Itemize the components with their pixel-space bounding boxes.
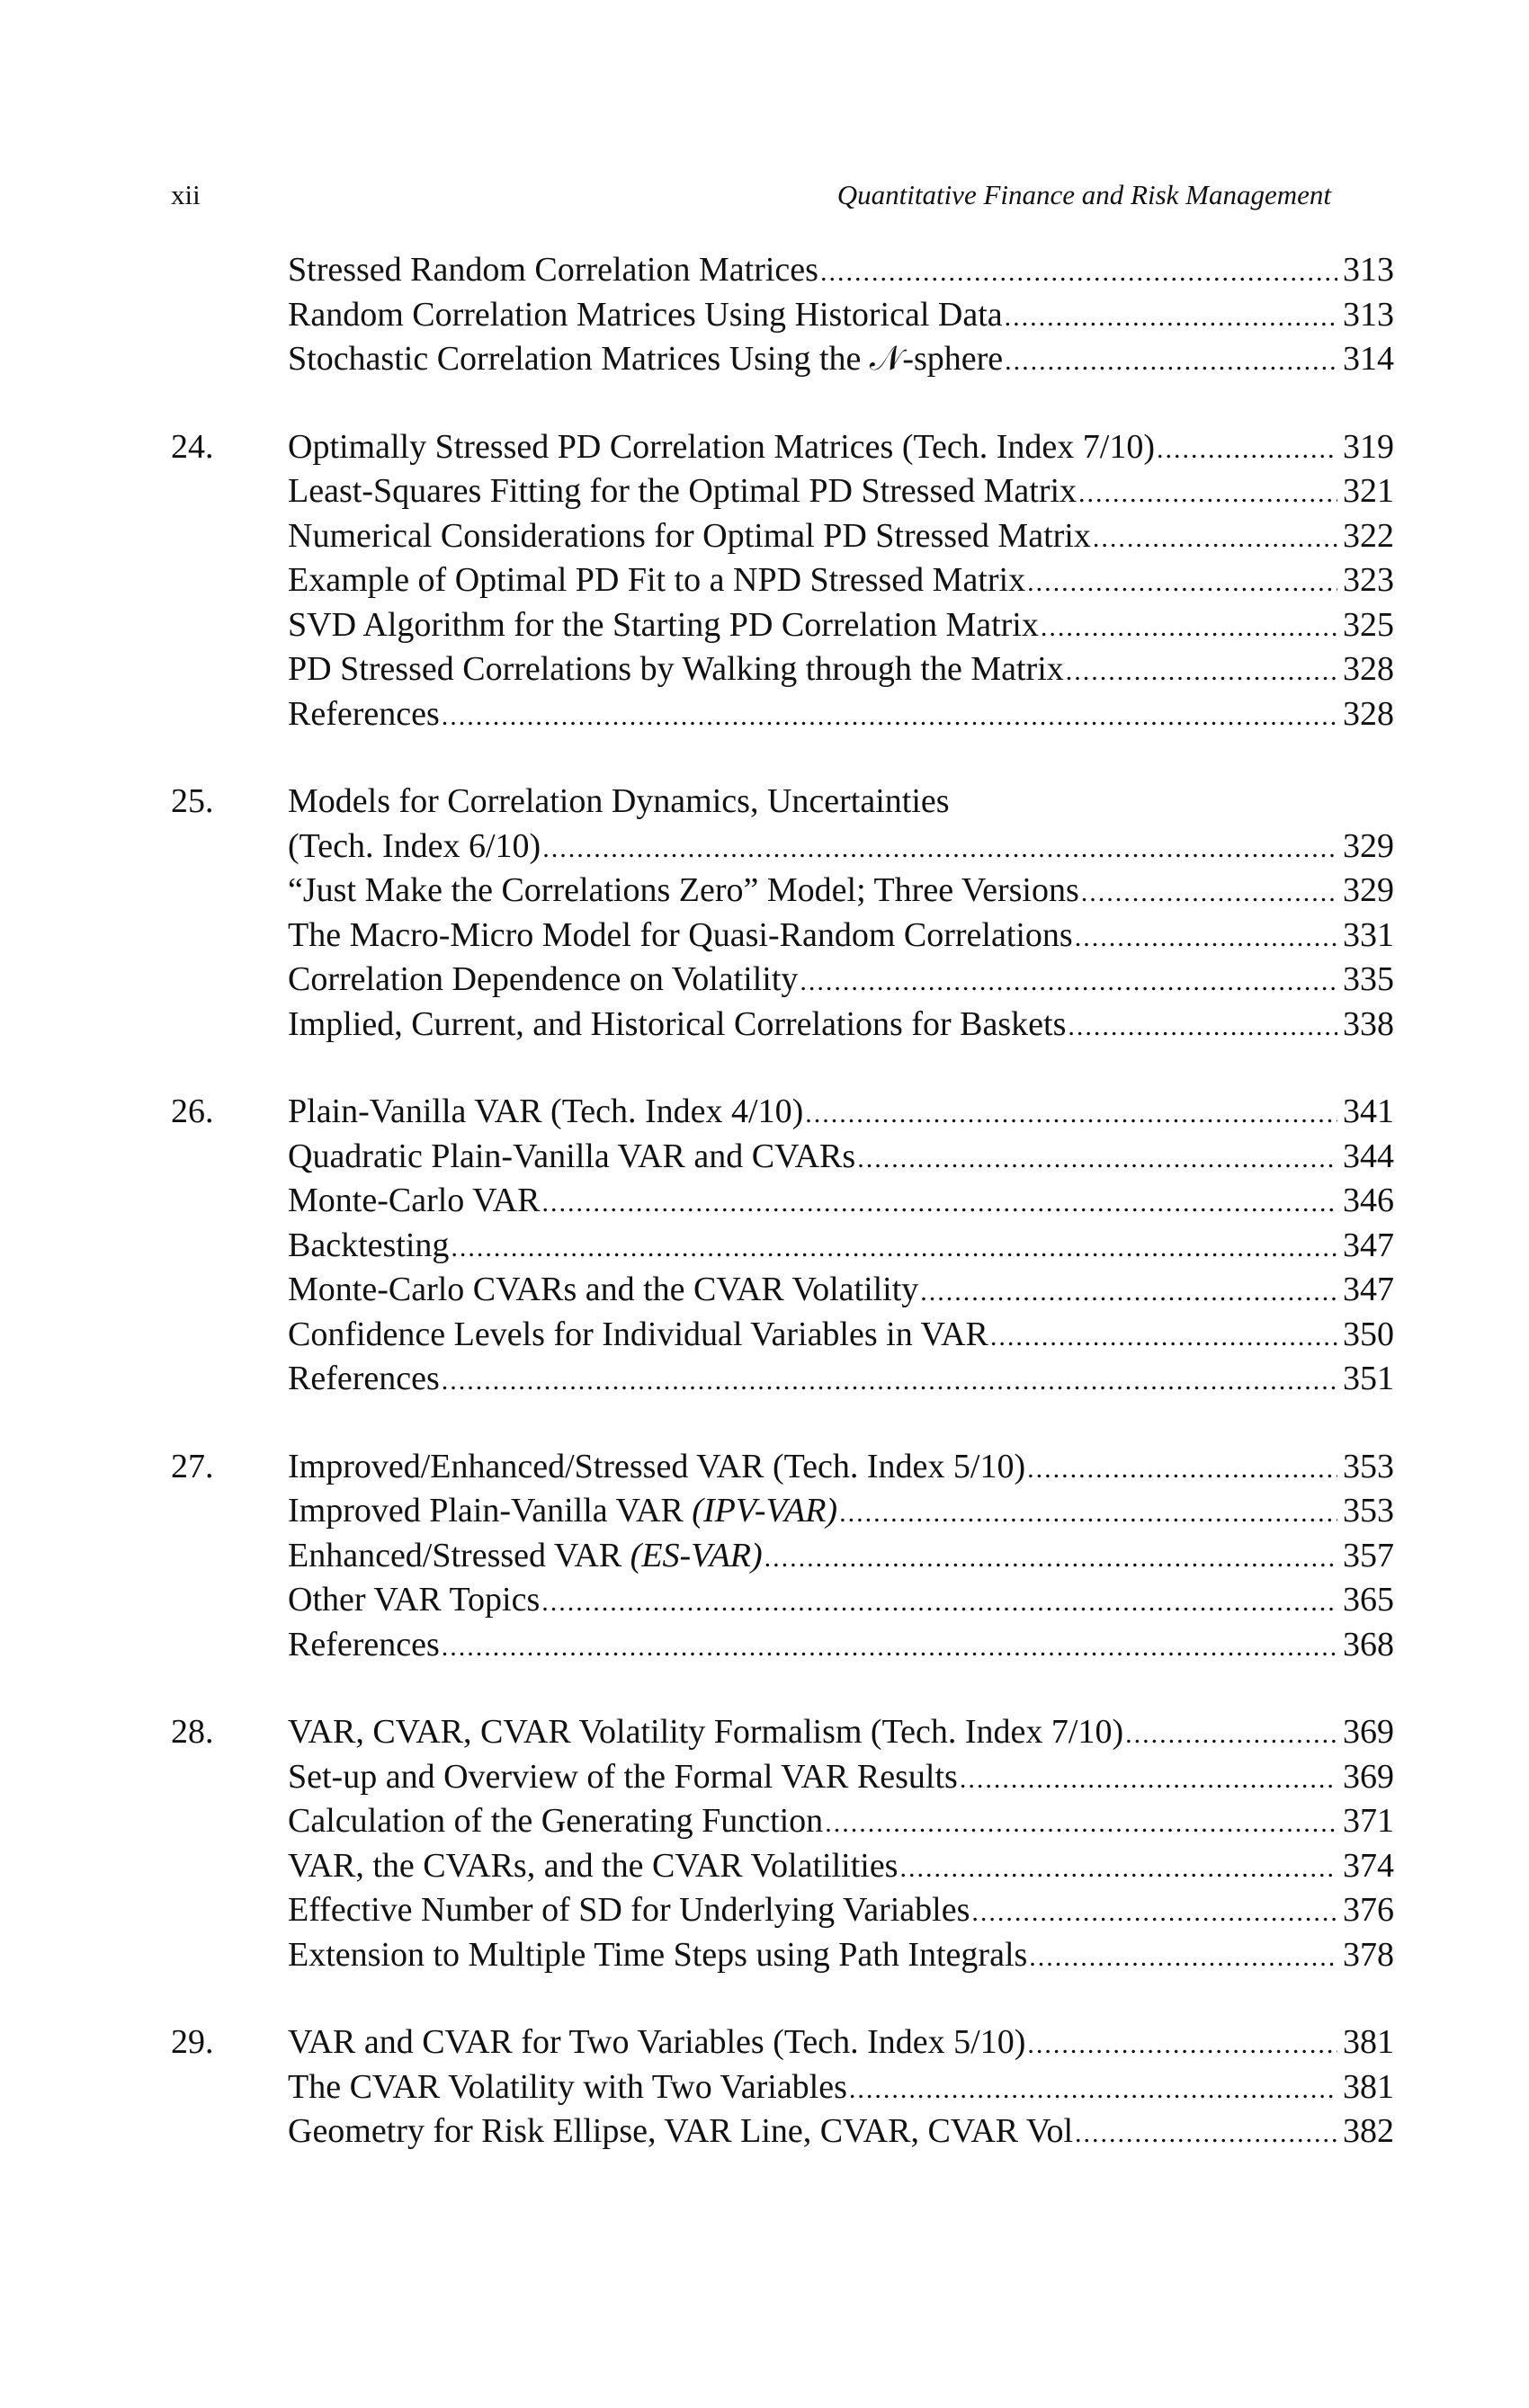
dot-leader	[541, 1580, 1337, 1625]
toc-entry	[171, 469, 1403, 514]
table-of-contents	[171, 248, 1403, 2198]
toc-entry	[171, 2065, 1403, 2110]
entry-page-number: 346	[1343, 1182, 1394, 1219]
entry-title-italic: (ES-VAR)	[630, 1536, 763, 1574]
entry-page-number: 350	[1343, 1315, 1394, 1353]
entry-page-number: 382	[1343, 2112, 1394, 2150]
toc-entry	[171, 958, 1403, 1003]
entry-title	[288, 1578, 540, 1623]
entry-title	[288, 647, 1064, 692]
entry-title-text: Enhanced/Stressed VAR	[288, 1536, 630, 1574]
entry-page-number: 368	[1343, 1625, 1394, 1663]
toc-entry	[171, 647, 1403, 692]
toc-entry-line	[288, 514, 1394, 561]
entry-page-number: 365	[1343, 1581, 1394, 1619]
entry-title-text: Stochastic Correlation Matrices Using the 𝒩-sphere	[288, 340, 1004, 378]
entry-page-number: 353	[1343, 1447, 1394, 1485]
entry-page-number: 371	[1343, 1802, 1394, 1840]
entry-page-number: 381	[1343, 2067, 1394, 2106]
toc-chapter	[171, 2020, 1403, 2154]
entry-title	[288, 2109, 1073, 2154]
toc-entry	[171, 1933, 1403, 1978]
chapter-number: 24.	[171, 427, 214, 466]
entry-title	[288, 1268, 918, 1313]
toc-entry	[171, 1710, 1403, 1755]
toc-entry	[171, 425, 1403, 470]
dot-leader	[1029, 1935, 1337, 1980]
toc-entry	[171, 1135, 1403, 1180]
entry-page-number: 374	[1343, 1846, 1394, 1885]
dot-leader	[442, 1625, 1337, 1670]
toc-entry	[171, 1888, 1403, 1933]
dot-leader	[899, 1846, 1337, 1891]
toc-entry-line	[288, 1135, 1394, 1182]
toc-entry	[171, 1578, 1403, 1623]
toc-entry-line	[288, 780, 1394, 825]
toc-entry-line	[288, 1357, 1394, 1404]
entry-title-text: Other VAR Topics	[288, 1581, 541, 1619]
toc-chapter	[171, 1090, 1403, 1402]
toc-entry-line	[288, 1623, 1394, 1670]
entry-title	[288, 1090, 803, 1135]
toc-entry-line	[288, 469, 1394, 516]
entry-title-text: Monte-Carlo VAR	[288, 1182, 541, 1219]
dot-leader	[1027, 1447, 1337, 1492]
entry-title-text: (Tech. Index 6/10)	[288, 826, 541, 865]
toc-entry-line	[288, 2020, 1394, 2067]
toc-entry	[171, 1357, 1403, 1402]
toc-entry	[171, 1623, 1403, 1668]
toc-entry-line	[288, 958, 1394, 1004]
entry-page-number: 328	[1343, 650, 1394, 688]
entry-title	[288, 514, 1091, 559]
running-head	[171, 173, 1331, 218]
dot-leader	[1157, 427, 1337, 472]
entry-page-number: 335	[1343, 960, 1394, 998]
dot-leader	[960, 1757, 1337, 1802]
toc-entry	[171, 1445, 1403, 1490]
toc-entry	[171, 2020, 1403, 2065]
toc-entry	[171, 248, 1403, 293]
entry-title	[288, 1799, 823, 1844]
entry-page-number: 347	[1343, 1226, 1394, 1264]
entry-title	[288, 469, 1077, 514]
entry-title	[288, 558, 1025, 603]
dot-leader	[990, 1315, 1337, 1360]
toc-entry-line	[288, 425, 1394, 472]
entry-title	[288, 914, 1073, 959]
entry-title-text: “Just Make the Correlations Zero” Model; Three Versions	[288, 871, 1079, 909]
entry-title	[288, 1933, 1027, 1978]
entry-title	[288, 1888, 970, 1933]
toc-chapter	[171, 248, 1403, 382]
toc-chapter	[171, 425, 1403, 737]
dot-leader	[764, 1536, 1337, 1581]
entry-page-number: 322	[1343, 516, 1394, 555]
entry-title-text: Backtesting	[288, 1226, 450, 1264]
entry-title	[288, 2020, 1025, 2065]
toc-entry	[171, 1755, 1403, 1800]
dot-leader	[849, 2067, 1337, 2112]
entry-title-text: References	[288, 1625, 440, 1663]
toc-entry-line	[288, 337, 1394, 384]
entry-title	[288, 425, 1155, 470]
toc-entry	[171, 1313, 1403, 1358]
entry-page-number: 341	[1343, 1093, 1394, 1130]
entry-title-text: Correlation Dependence on Volatility	[288, 960, 799, 998]
toc-entry-line	[288, 1710, 1394, 1757]
dot-leader	[1005, 295, 1337, 340]
dot-leader	[800, 959, 1337, 1004]
toc-entry	[171, 603, 1403, 648]
entry-title-text: Improved Plain-Vanilla VAR	[288, 1492, 693, 1530]
entry-title	[288, 1445, 1025, 1490]
entry-page-number: 376	[1343, 1891, 1394, 1929]
entry-page-number: 378	[1343, 1935, 1394, 1974]
entry-title-text: Optimally Stressed PD Correlation Matrices (Tech. Index 7/10)	[288, 427, 1156, 466]
toc-entry-line	[288, 1534, 1394, 1581]
chapter-number: 25.	[171, 782, 214, 820]
entry-page-number: 329	[1343, 826, 1394, 865]
toc-entry-line	[288, 1268, 1394, 1315]
entry-title	[288, 1135, 855, 1180]
toc-entry	[171, 1090, 1403, 1135]
toc-entry-line	[288, 558, 1394, 605]
entry-title	[288, 1224, 449, 1269]
entry-title-text: Confidence Levels for Individual Variables in VAR	[288, 1315, 988, 1353]
book-title: Quantitative Finance and Risk Management	[836, 179, 1331, 210]
entry-title-text: Effective Number of SD for Underlying Variables	[288, 1891, 970, 1929]
toc-entry-line	[288, 692, 1394, 739]
entry-title-text: Calculation of the Generating Function	[288, 1802, 824, 1840]
dot-leader	[1125, 1712, 1337, 1757]
toc-chapter	[171, 1710, 1403, 1977]
toc-entry-line	[288, 293, 1394, 340]
entry-title-text: Random Correlation Matrices Using Historical Data	[288, 295, 1003, 334]
toc-entry	[171, 514, 1403, 559]
dot-leader	[541, 1181, 1337, 1226]
entry-title-text: Geometry for Risk Ellipse, VAR Line, CVAR, CVAR Vol	[288, 2112, 1074, 2150]
toc-entry-line	[288, 1313, 1394, 1360]
entry-page-number: 331	[1343, 915, 1394, 954]
entry-page-number: 347	[1343, 1271, 1394, 1308]
entry-title	[288, 1710, 1123, 1755]
toc-entry	[171, 692, 1403, 737]
entry-title-text: VAR, CVAR, CVAR Volatility Formalism (Tech. Index 7/10)	[288, 1713, 1124, 1751]
entry-page-number: 353	[1343, 1492, 1394, 1530]
dot-leader	[1027, 2022, 1337, 2067]
dot-leader	[1081, 870, 1337, 915]
toc-entry	[171, 1268, 1403, 1313]
toc-entry-line	[288, 1003, 1394, 1049]
dot-leader	[442, 694, 1337, 739]
chapter-title-first-line: Models for Correlation Dynamics, Uncertainties	[288, 782, 950, 820]
entry-title-text: Numerical Considerations for Optimal PD Stressed Matrix	[288, 516, 1091, 555]
entry-title	[288, 1313, 988, 1358]
entry-title	[288, 1489, 837, 1534]
toc-entry	[171, 1844, 1403, 1889]
dot-leader	[820, 250, 1337, 295]
entry-title-text: Least-Squares Fitting for the Optimal PD Stressed Matrix	[288, 472, 1077, 510]
entry-title-text: Extension to Multiple Time Steps using Path Integrals	[288, 1935, 1028, 1974]
toc-entry	[171, 1003, 1403, 1048]
entry-title-text: Implied, Current, and Historical Correlations for Baskets	[288, 1004, 1067, 1043]
entry-title	[288, 603, 1039, 648]
toc-entry-line	[288, 2109, 1394, 2156]
toc-entry	[171, 780, 1403, 825]
toc-entry-line	[288, 1489, 1394, 1536]
entry-title	[288, 1534, 763, 1579]
entry-title-text: SVD Algorithm for the Starting PD Correlation Matrix	[288, 605, 1039, 644]
entry-title	[288, 1357, 440, 1402]
entry-title-text: PD Stressed Correlations by Walking through the Matrix	[288, 650, 1064, 688]
dot-leader	[839, 1491, 1337, 1536]
toc-entry-line	[288, 647, 1394, 694]
toc-entry	[171, 1489, 1403, 1534]
toc-entry	[171, 1179, 1403, 1224]
chapter-number: 26.	[171, 1093, 214, 1130]
entry-title-text: Set-up and Overview of the Formal VAR Results	[288, 1757, 958, 1796]
entry-title	[288, 1003, 1066, 1048]
entry-title-text: VAR, the CVARs, and the CVAR Volatilities	[288, 1846, 899, 1885]
toc-entry	[171, 1534, 1403, 1579]
dot-leader	[442, 1359, 1337, 1404]
toc-entry	[171, 558, 1403, 603]
dot-leader	[1093, 516, 1337, 561]
entry-page-number: 319	[1343, 427, 1394, 466]
dot-leader	[1075, 2111, 1337, 2156]
entry-page-number: 325	[1343, 605, 1394, 644]
dot-leader	[857, 1137, 1337, 1182]
toc-entry	[171, 337, 1403, 382]
toc-entry-line	[288, 1799, 1394, 1846]
entry-title	[288, 248, 818, 293]
dot-leader	[1005, 339, 1337, 384]
entry-title	[288, 1179, 540, 1224]
dot-leader	[1027, 560, 1337, 605]
toc-entry	[171, 1799, 1403, 1844]
toc-entry-line	[288, 825, 1394, 871]
toc-entry-line	[288, 869, 1394, 915]
entry-title	[288, 825, 541, 870]
entry-title-text: Stressed Random Correlation Matrices	[288, 251, 818, 289]
entry-title	[288, 958, 798, 1003]
entry-title	[288, 869, 1079, 914]
toc-entry	[171, 825, 1403, 870]
entry-title-text: Quadratic Plain-Vanilla VAR and CVARs	[288, 1137, 856, 1175]
entry-page-number: 381	[1343, 2023, 1394, 2061]
dot-leader	[1066, 649, 1337, 694]
toc-entry-line	[288, 914, 1394, 960]
chapter-number: 28.	[171, 1713, 214, 1751]
page-number-label: xii	[171, 179, 201, 210]
entry-page-number: 338	[1343, 1004, 1394, 1043]
entry-title-text: The CVAR Volatility with Two Variables	[288, 2067, 847, 2106]
toc-entry	[171, 2109, 1403, 2154]
entry-page-number: 313	[1343, 295, 1394, 334]
toc-entry-line	[288, 1090, 1394, 1137]
toc-entry-line	[288, 1888, 1394, 1935]
dot-leader	[971, 1890, 1337, 1935]
toc-entry-line	[288, 1445, 1394, 1492]
toc-chapter	[171, 1445, 1403, 1668]
toc-entry-line	[288, 1933, 1394, 1980]
entry-title-text: Example of Optimal PD Fit to a NPD Stressed Matrix	[288, 561, 1026, 599]
toc-entry	[171, 1224, 1403, 1269]
entry-title	[288, 692, 440, 737]
entry-page-number: 313	[1343, 251, 1394, 289]
entry-title-text: References	[288, 1360, 440, 1397]
toc-chapter	[171, 780, 1403, 1047]
toc-entry-line	[288, 1755, 1394, 1802]
entry-title-text: Plain-Vanilla VAR (Tech. Index 4/10)	[288, 1093, 804, 1130]
entry-page-number: 344	[1343, 1137, 1394, 1175]
entry-title-italic: (IPV-VAR)	[692, 1492, 838, 1530]
entry-page-number: 369	[1343, 1713, 1394, 1751]
chapter-number: 27.	[171, 1447, 214, 1485]
entry-title	[288, 337, 1003, 382]
dot-leader	[825, 1801, 1337, 1846]
entry-page-number: 369	[1343, 1757, 1394, 1796]
entry-page-number: 351	[1343, 1360, 1394, 1397]
entry-page-number: 321	[1343, 472, 1394, 510]
entry-title-text: References	[288, 694, 440, 733]
dot-leader	[542, 826, 1337, 871]
dot-leader	[451, 1226, 1337, 1271]
entry-page-number: 329	[1343, 871, 1394, 909]
toc-entry-line	[288, 248, 1394, 295]
entry-title	[288, 1844, 898, 1889]
dot-leader	[920, 1270, 1337, 1315]
entry-title	[288, 2065, 847, 2110]
entry-title-text: The Macro-Micro Model for Quasi-Random Correlations	[288, 915, 1073, 954]
chapter-number: 29.	[171, 2023, 214, 2061]
entry-page-number: 314	[1343, 340, 1394, 378]
toc-entry	[171, 293, 1403, 338]
dot-leader	[805, 1092, 1337, 1137]
dot-leader	[1075, 915, 1337, 960]
dot-leader	[1068, 1004, 1337, 1049]
toc-entry-line	[288, 1179, 1394, 1226]
entry-title-text: Monte-Carlo CVARs and the CVAR Volatility	[288, 1271, 919, 1308]
toc-entry-line	[288, 603, 1394, 650]
toc-entry	[171, 914, 1403, 959]
toc-entry-line	[288, 1844, 1394, 1891]
entry-title	[288, 1755, 958, 1800]
toc-entry-line	[288, 1578, 1394, 1625]
entry-title	[288, 293, 1003, 338]
entry-page-number: 328	[1343, 694, 1394, 733]
entry-title-text: VAR and CVAR for Two Variables (Tech. Index 5/10)	[288, 2023, 1026, 2061]
entry-title	[288, 1623, 440, 1668]
entry-page-number: 323	[1343, 561, 1394, 599]
dot-leader	[1041, 605, 1337, 650]
dot-leader	[1078, 471, 1337, 516]
entry-page-number: 357	[1343, 1536, 1394, 1574]
toc-entry-line	[288, 2065, 1394, 2112]
toc-entry	[171, 869, 1403, 914]
toc-entry-line	[288, 1224, 1394, 1271]
entry-title-text: Improved/Enhanced/Stressed VAR (Tech. Index 5/10)	[288, 1447, 1026, 1485]
